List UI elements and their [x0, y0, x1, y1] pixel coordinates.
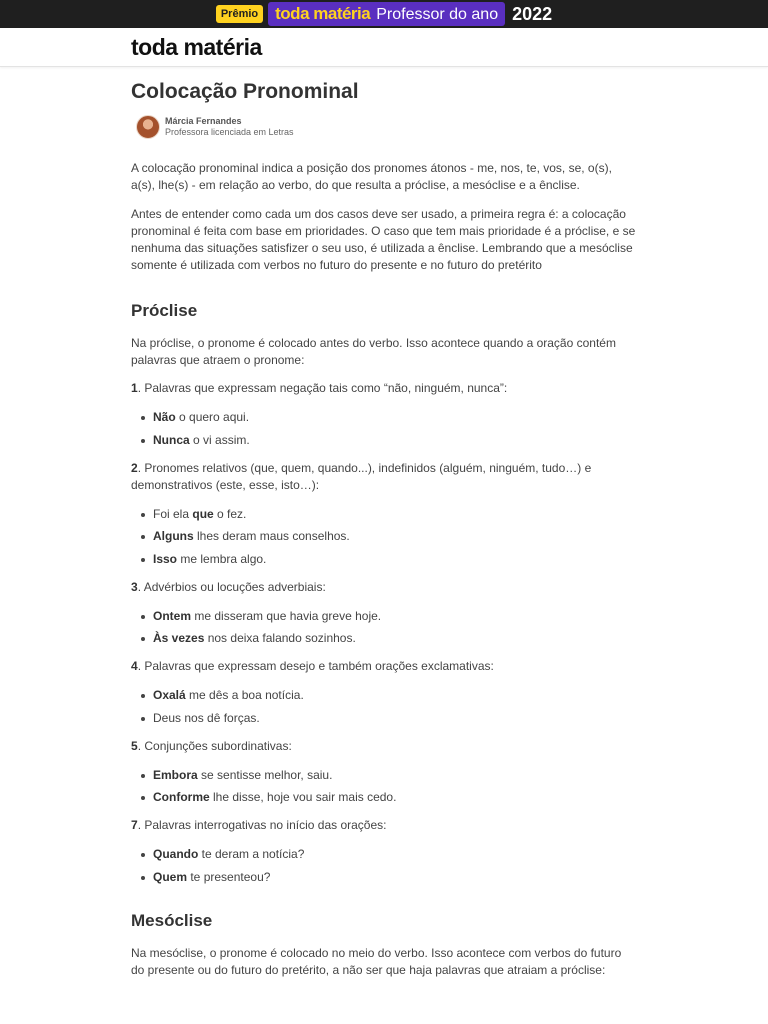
rule-text: . Conjunções subordinativas:: [137, 738, 292, 753]
promo-brand: toda matéria: [275, 4, 371, 23]
example-text: lhe disse, hoje vou sair mais cedo.: [209, 790, 397, 804]
example-item: [141, 687, 637, 704]
example-list: [131, 687, 637, 727]
rule-paragraph: [131, 658, 637, 675]
rule-paragraph: [131, 460, 637, 494]
intro-paragraph: A colocação pronominal indica a posição dos pronomes átonos - me, nos, te, vos, se, o(s), a(s), lhe(s) - em relação ao verbo, do que resulta a próclise, a mesóclise e a ênclise.: [131, 161, 612, 192]
example-text: lhes deram maus conselhos.: [193, 529, 350, 543]
example-text: te presenteou?: [187, 869, 271, 884]
example-item: [141, 528, 637, 545]
proclise-paragraph: Na próclise, o pronome é colocado antes do verbo. Isso acontece quando a oração contém palavras que atraem o pronome:: [131, 336, 616, 367]
author-name[interactable]: Márcia Fernandes: [165, 116, 242, 126]
example-item: [141, 846, 637, 863]
rule-paragraph: [131, 380, 637, 397]
rule-paragraph: [131, 817, 637, 834]
example-item: [141, 506, 637, 523]
example-text: nos deixa falando sozinhos.: [204, 631, 356, 645]
promo-title: [268, 2, 505, 26]
author-avatar[interactable]: [136, 115, 160, 139]
example-keyword: Embora: [153, 767, 198, 782]
example-keyword: Alguns: [153, 529, 194, 543]
section-heading-proclise: Próclise: [131, 301, 198, 320]
example-list: [131, 608, 637, 648]
rule-number: 3: [131, 579, 138, 594]
example-keyword: Quando: [153, 847, 199, 861]
rule-text: . Advérbios ou locuções adverbiais:: [137, 579, 326, 594]
article: [131, 78, 637, 979]
example-text: me lembra algo.: [177, 551, 267, 566]
promo-badge: Prêmio: [216, 5, 263, 23]
example-item: [141, 551, 637, 568]
example-text: o vi assim.: [189, 432, 250, 447]
rule-text: . Pronomes relativos (que, quem, quando...), indefinidos (alguém, ninguém, tudo…) e demonstrativos (este, esse, isto…):: [131, 460, 592, 492]
intro-paragraph-2: Antes de entender como cada um dos casos deve ser usado, a primeira regra é: a colocação pronominal é feita com base em prioridades. O caso que tem mais prioridade é a próclise, e se nenhuma das situações satisfizer o seu uso, é utilizada a ênclise. Lembrando que a mesóclise somente é utilizada com verbos no futuro do presente e no futuro do pretérito: [131, 207, 636, 272]
example-text: me dês a boa notícia.: [185, 688, 304, 702]
rule-number: 5: [131, 738, 138, 753]
example-keyword: Isso: [153, 551, 178, 566]
example-keyword: que: [192, 506, 214, 521]
proclise-rules: [131, 380, 637, 886]
author-byline[interactable]: [131, 114, 637, 140]
example-list: [131, 409, 637, 449]
example-item: [141, 608, 637, 625]
section-heading-mesoclise: Mesóclise: [131, 910, 213, 930]
example-item: [141, 767, 637, 784]
promo-year: 2022: [512, 3, 553, 24]
example-text: Deus nos dê forças.: [153, 710, 260, 725]
example-list: [131, 767, 637, 807]
site-header: [0, 28, 768, 67]
rule-paragraph: [131, 579, 637, 596]
rule-paragraph: [131, 738, 637, 755]
example-list: [131, 506, 637, 568]
rule-number: 1: [131, 381, 138, 395]
rule-text: . Palavras que expressam desejo e também orações exclamativas:: [137, 659, 494, 673]
example-keyword: Oxalá: [153, 688, 186, 702]
rule-text: . Palavras interrogativas no início das orações:: [137, 818, 387, 832]
example-keyword: Quem: [153, 869, 188, 884]
author-role: Professora licenciada em Letras: [165, 127, 294, 137]
example-keyword: Às vezes: [153, 631, 205, 645]
page-title: Colocação Pronominal: [131, 80, 359, 103]
example-item: [141, 630, 637, 647]
rule-text: . Palavras que expressam negação tais como “não, ninguém, nunca”:: [137, 381, 508, 395]
example-text: o quero aqui.: [175, 410, 250, 424]
example-item: [141, 869, 637, 886]
example-item: [141, 789, 637, 806]
example-item: [141, 710, 637, 727]
example-text: te deram a notícia?: [198, 847, 305, 861]
site-logo[interactable]: toda matéria: [131, 34, 262, 60]
example-item: [141, 432, 637, 449]
mesoclise-paragraph: Na mesóclise, o pronome é colocado no meio do verbo. Isso acontece com verbos do futuro do presente ou do futuro do pretérito, a não ser que haja palavras que atraiam a próclise:: [131, 945, 622, 977]
example-text: o fez.: [213, 506, 247, 521]
example-list: [131, 846, 637, 886]
example-text: Foi ela: [153, 506, 193, 521]
example-keyword: Não: [153, 410, 176, 424]
promo-banner[interactable]: [0, 0, 768, 28]
promo-title-text: Professor do ano: [376, 6, 499, 23]
rule-number: 2: [131, 460, 138, 475]
rule-number: 4: [131, 659, 138, 673]
example-item: [141, 409, 637, 426]
example-text: me disseram que havia greve hoje.: [191, 608, 382, 623]
example-keyword: Nunca: [153, 432, 190, 447]
rule-number: 7: [131, 818, 138, 832]
example-keyword: Conforme: [153, 790, 210, 804]
example-keyword: Ontem: [153, 608, 192, 623]
example-text: se sentisse melhor, saiu.: [197, 767, 333, 782]
